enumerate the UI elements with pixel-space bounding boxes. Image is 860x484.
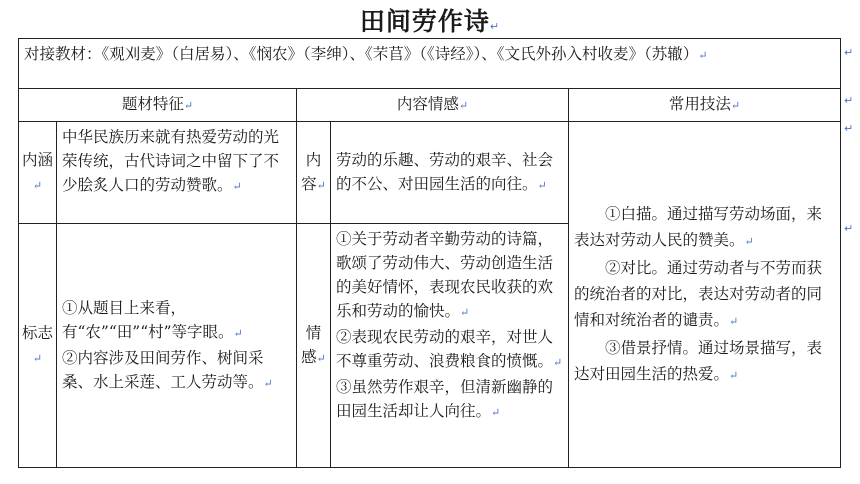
emotion-text-3: ③虽然劳作艰辛，但清新幽静的田园生活却让人向往。 [336, 378, 554, 420]
paragraph-mark-icon: ↵ [844, 46, 854, 59]
paragraph-mark-icon: ↵ [460, 306, 470, 319]
label-content-text: 内容 [301, 150, 322, 193]
paragraph-mark-icon: ↵ [32, 351, 43, 365]
label-content [297, 122, 331, 224]
paragraph-mark-icon: ↵ [489, 20, 501, 33]
materials-text: 对接教材：《观刈麦》（白居易）、《悯农》（李绅）、《芣苢》（《诗经》）、《文氏外孙入村收麦》（苏辙） [24, 45, 699, 63]
paragraph-mark-icon: ↵ [232, 180, 242, 193]
paragraph-mark-icon: ↵ [316, 178, 326, 192]
connotation-text: 中华民族历来就有热爱劳动的光荣传统，古代诗词之中留下了不少脍炙人口的劳动赞歌。 [62, 128, 280, 194]
paragraph-mark-icon: ↵ [32, 178, 43, 192]
technique-1: ①白描。通过描写劳动场面，来表达对劳动人民的赞美。 [574, 204, 823, 249]
paragraph-mark-icon: ↵ [233, 326, 243, 340]
label-marker [19, 224, 57, 468]
header-techniques-label: 常用技法 [668, 95, 731, 113]
paragraph-mark-icon: ↵ [263, 376, 273, 390]
label-emotion [297, 224, 331, 468]
paragraph-mark-icon: ↵ [729, 368, 739, 382]
emotion-text-2: ②表现农民劳动的艰辛，对世人不尊重劳动、浪费粮食的愤慨。 [336, 328, 554, 370]
page-title [0, 2, 860, 38]
paragraph-mark-icon: ↵ [553, 356, 563, 369]
paragraph-mark-icon: ↵ [458, 99, 469, 112]
marker-text-1: ①从题目上来看，有“农”“田”“村”等字眼。 [62, 298, 234, 341]
label-connotation [19, 122, 57, 224]
header-techniques [569, 89, 841, 122]
marker-text-2: ②内容涉及田间劳作、树间采桑、水上采莲、工人劳动等。 [62, 348, 264, 391]
label-marker-text: 标志 [21, 323, 53, 342]
paragraph-mark-icon: ↵ [491, 406, 501, 419]
label-emotion-text: 情感 [301, 323, 322, 366]
techniques-cell [569, 122, 841, 468]
technique-2: ②对比。通过劳动者与不劳而获的统治者的对比，表达对劳动者的同情和对统治者的谴责。 [574, 258, 823, 329]
materials-cell [19, 39, 841, 89]
paragraph-mark-icon: ↵ [183, 99, 194, 112]
header-theme [19, 89, 297, 122]
label-connotation-text: 内涵 [21, 150, 53, 169]
paragraph-mark-icon: ↵ [698, 49, 708, 62]
content-text-cell [331, 122, 569, 224]
header-content [297, 89, 569, 122]
paragraph-mark-icon: ↵ [730, 99, 741, 112]
paragraph-mark-icon: ↵ [844, 94, 854, 107]
emotion-text-cell [331, 224, 569, 468]
header-content-label: 内容情感 [396, 95, 459, 113]
paragraph-mark-icon: ↵ [744, 234, 754, 248]
connotation-text-cell [57, 122, 297, 224]
technique-3: ③借景抒情。通过场景描写，表达对田园生活的热爱。 [574, 338, 823, 383]
marker-text-cell [57, 224, 297, 468]
document-table [18, 38, 841, 468]
paragraph-mark-icon: ↵ [844, 222, 854, 235]
paragraph-mark-icon: ↵ [844, 122, 854, 135]
header-theme-label: 题材特征 [121, 95, 184, 113]
paragraph-mark-icon: ↵ [316, 351, 326, 365]
paragraph-mark-icon: ↵ [729, 314, 739, 328]
content-text: 劳动的乐趣、劳动的艰辛、社会的不公、对田园生活的向往。 [336, 150, 554, 193]
emotion-text-1: ①关于劳动者辛勤劳动的诗篇，歌颂了劳动伟大、劳动创造生活的美好情怀，表现农民收获的欢乐和劳动的愉快。 [336, 230, 554, 320]
paragraph-mark-icon: ↵ [537, 178, 547, 192]
title-text: 田间劳作诗 [359, 7, 490, 36]
